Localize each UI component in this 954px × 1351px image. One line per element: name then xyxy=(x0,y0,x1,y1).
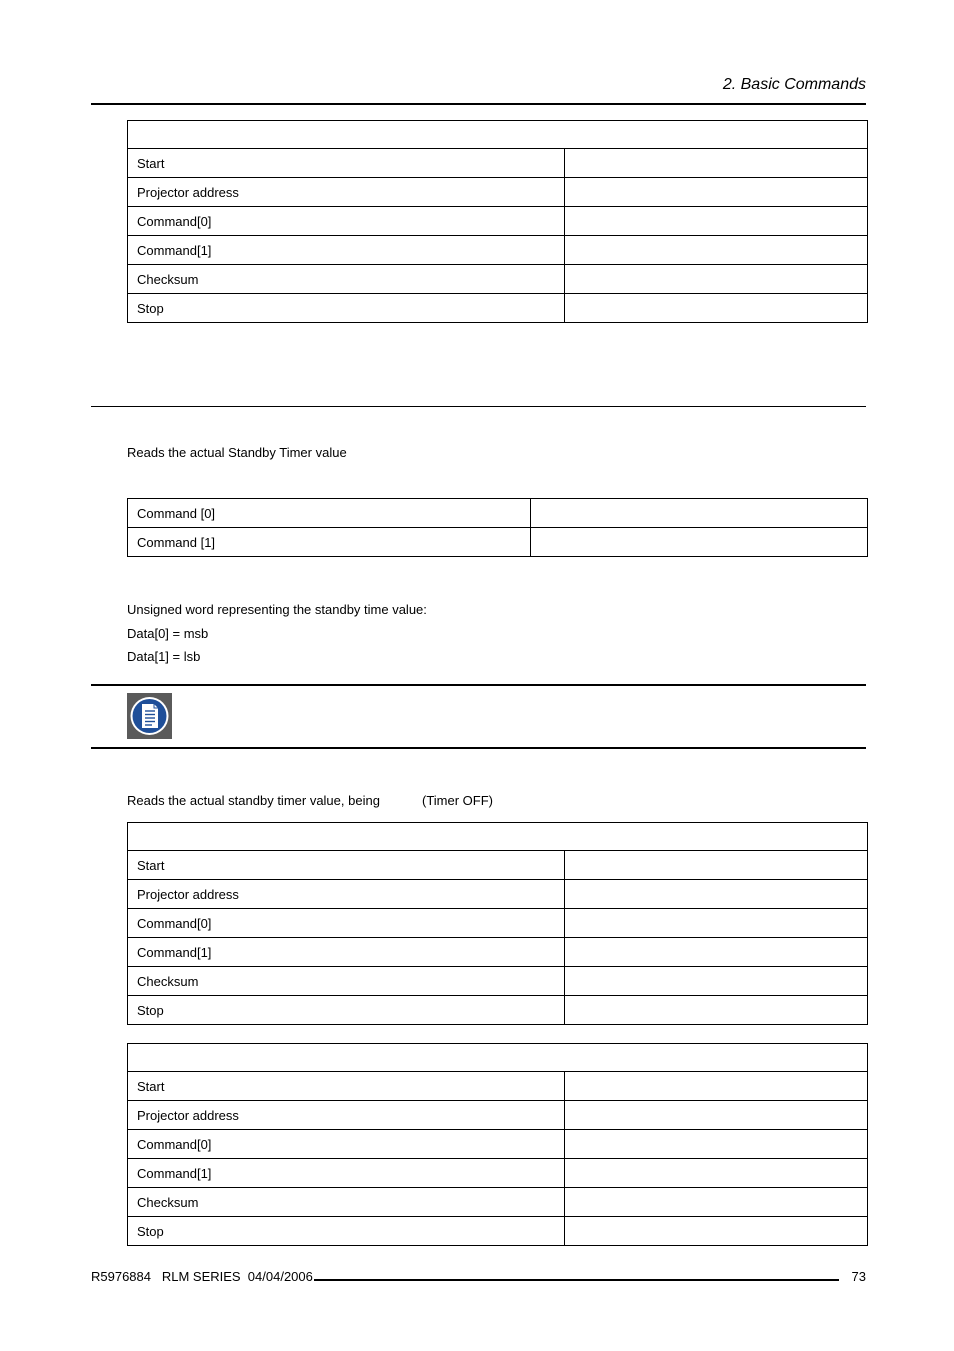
table-caption xyxy=(128,121,868,149)
row-label: Command [0] xyxy=(128,499,531,528)
row-value xyxy=(531,528,868,557)
row-value xyxy=(565,880,868,909)
row-label: Projector address xyxy=(128,1101,565,1130)
note-document-icon xyxy=(127,693,172,739)
row-value xyxy=(565,178,868,207)
row-value xyxy=(565,996,868,1025)
row-value xyxy=(565,967,868,996)
command-table-2 xyxy=(127,822,868,1025)
row-label: Stop xyxy=(128,996,565,1025)
command-bytes-table xyxy=(127,498,868,557)
table-row xyxy=(128,851,868,880)
section-divider xyxy=(91,406,866,407)
command-table-1 xyxy=(127,120,868,323)
row-label: Command[0] xyxy=(128,1130,565,1159)
row-value xyxy=(565,207,868,236)
page-number: 73 xyxy=(851,1269,866,1284)
command-table-3 xyxy=(127,1043,868,1246)
row-value xyxy=(565,294,868,323)
row-value xyxy=(565,236,868,265)
row-value xyxy=(565,1188,868,1217)
note-bottom-rule xyxy=(91,747,866,749)
section-title: 2. Basic Commands xyxy=(722,76,866,93)
row-label: Command[0] xyxy=(128,207,565,236)
row-label: Stop xyxy=(128,1217,565,1246)
row-value xyxy=(565,1130,868,1159)
table-row xyxy=(128,294,868,323)
table-row xyxy=(128,1217,868,1246)
row-value xyxy=(565,1217,868,1246)
table-row xyxy=(128,1188,868,1217)
row-value xyxy=(531,499,868,528)
row-label: Command[1] xyxy=(128,1159,565,1188)
row-value xyxy=(565,938,868,967)
footer-doc-ref: R5976884 RLM SERIES 04/04/2006 xyxy=(91,1269,313,1284)
data-description-line: Unsigned word representing the standby time value: xyxy=(127,602,427,617)
example-text: Reads the actual standby timer value, being xyxy=(127,793,380,808)
row-label: Start xyxy=(128,149,565,178)
table-row xyxy=(128,265,868,294)
table-row xyxy=(128,236,868,265)
row-value xyxy=(565,909,868,938)
table-caption xyxy=(128,823,868,851)
data-description-line: Data[1] = lsb xyxy=(127,649,201,664)
row-label: Checksum xyxy=(128,1188,565,1217)
table-row xyxy=(128,1159,868,1188)
row-label: Projector address xyxy=(128,178,565,207)
row-value xyxy=(565,1072,868,1101)
table-row xyxy=(128,499,868,528)
row-value xyxy=(565,1159,868,1188)
table-row xyxy=(128,1101,868,1130)
row-label: Command[1] xyxy=(128,236,565,265)
table-row xyxy=(128,1130,868,1159)
row-label: Checksum xyxy=(128,265,565,294)
row-label: Command[1] xyxy=(128,938,565,967)
table-row xyxy=(128,996,868,1025)
example-text-suffix: (Timer OFF) xyxy=(422,793,493,808)
row-label: Command[0] xyxy=(128,909,565,938)
row-value xyxy=(565,265,868,294)
table-row xyxy=(128,880,868,909)
row-label: Start xyxy=(128,1072,565,1101)
data-description-line: Data[0] = msb xyxy=(127,626,209,641)
table-row xyxy=(128,967,868,996)
row-value xyxy=(565,851,868,880)
table-row xyxy=(128,938,868,967)
table-row xyxy=(128,207,868,236)
row-label: Checksum xyxy=(128,967,565,996)
row-label: Projector address xyxy=(128,880,565,909)
table-row xyxy=(128,178,868,207)
table-row xyxy=(128,528,868,557)
row-value xyxy=(565,149,868,178)
header-rule xyxy=(91,103,866,105)
row-label: Stop xyxy=(128,294,565,323)
row-label: Command [1] xyxy=(128,528,531,557)
command-description: Reads the actual Standby Timer value xyxy=(127,445,347,460)
row-value xyxy=(565,1101,868,1130)
table-caption xyxy=(128,1044,868,1072)
row-label: Start xyxy=(128,851,565,880)
table-row xyxy=(128,149,868,178)
table-row xyxy=(128,1072,868,1101)
note-top-rule xyxy=(91,684,866,686)
footer-rule xyxy=(314,1279,839,1281)
table-row xyxy=(128,909,868,938)
